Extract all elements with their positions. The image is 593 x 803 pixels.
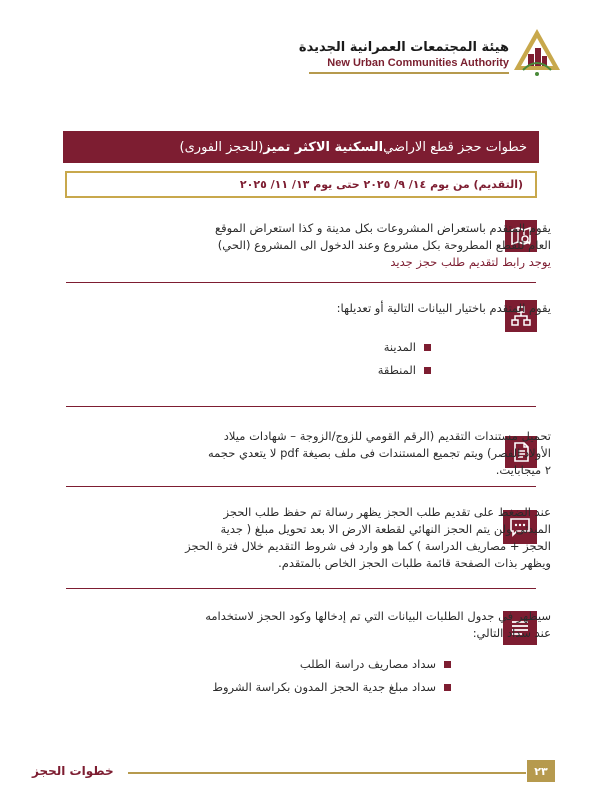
step-4-line: ويظهر بذات الصفحة قائمة طلبات الحجز الخاص بالمتقدم.: [278, 556, 551, 570]
title-prefix: خطوات حجز قطع الاراضي: [383, 139, 527, 155]
divider: [66, 406, 536, 407]
divider: [66, 282, 536, 283]
step-4-line: عند الضغط على تقديم طلب الحجز يظهر رسالة تم حفظ طلب الحجز: [223, 505, 551, 519]
list-item: [212, 676, 451, 699]
step-2-intro: يقوم المتقدم باختيار البيانات التالية أو تعديلها:: [336, 301, 551, 315]
list-item-label: المنطقة: [377, 363, 416, 377]
title-suffix: (للحجز الفورى): [179, 139, 264, 155]
step-1-line: يقوم المتقدم باستعراض المشروعات بكل مدينة و كذا استعراض الموقع: [214, 221, 551, 235]
step-1-line: العام للقطع المطروحة بكل مشروع وعند الدخول الى المشروع (الحي): [217, 238, 551, 252]
step-3-text: [208, 428, 551, 479]
bullet-icon: [444, 661, 451, 668]
list-item-label: سداد مصاريف دراسة الطلب: [299, 657, 436, 671]
org-name-arabic: هيئة المجتمعات العمرانية الجديدة: [298, 40, 509, 55]
page-number: ٢٣: [527, 760, 555, 782]
step-1-line: يوجد رابط لتقديم طلب حجز جديد: [390, 255, 551, 269]
bullet-icon: [444, 684, 451, 691]
step-3-line: الأولاد القصر) ويتم تجميع المستندات فى ملف بصيغة pdf لا يتعدي حجمه: [207, 446, 551, 460]
bullet-icon: [424, 367, 431, 374]
divider: [66, 588, 536, 589]
dates-text: (التقديم) من يوم ١٤/ ٩/ ٢٠٢٥ حتى يوم ١٣/ ١١/ ٢٠٢٥: [239, 178, 523, 191]
step-3-line: ٢ ميجابايت.: [495, 463, 551, 477]
footer-section-label: خطوات الحجز: [32, 764, 114, 778]
submission-dates: [65, 171, 537, 198]
step-4-line: الحجز + مصاريف الدراسة ) كما هو وارد فى شروط التقديم خلال فترة الحجز: [185, 539, 551, 553]
step-5-list: [212, 653, 451, 699]
step-3-line: تحميل مستندات التقديم (الرقم القومي للزوج/الزوجة – شهادات ميلاد: [223, 429, 551, 443]
list-item-label: سداد مبلغ جدية الحجز المدون بكراسة الشروط: [212, 680, 436, 694]
footer-rule: [128, 772, 526, 774]
header-rule: [309, 72, 509, 74]
bullet-icon: [424, 344, 431, 351]
step-2-list: [378, 336, 431, 382]
org-name-english: New Urban Communities Authority: [327, 57, 509, 69]
list-item: [212, 653, 451, 676]
list-item: [378, 336, 431, 359]
step-5-line: عند سداد التالي:: [472, 626, 551, 640]
step-5-line: سيظهر في جدول الطلبات البيانات التي تم إدخالها وكود الحجز لاستخدامه: [205, 609, 551, 623]
title-bold: السكنية الاكثر تميز: [263, 139, 384, 155]
list-item: [378, 359, 431, 382]
step-4-line: المبدئى ولن يتم الحجز النهائي لقطعة الارض الا بعد تحويل مبلغ ( جدية: [220, 522, 551, 536]
divider: [66, 486, 536, 487]
step-1-text: [215, 220, 551, 271]
nuca-logo: [511, 26, 563, 78]
step-5-text: [205, 608, 551, 642]
list-item-label: المدينة: [383, 340, 416, 354]
step-4-text: [185, 504, 551, 572]
page-title: [63, 131, 539, 163]
